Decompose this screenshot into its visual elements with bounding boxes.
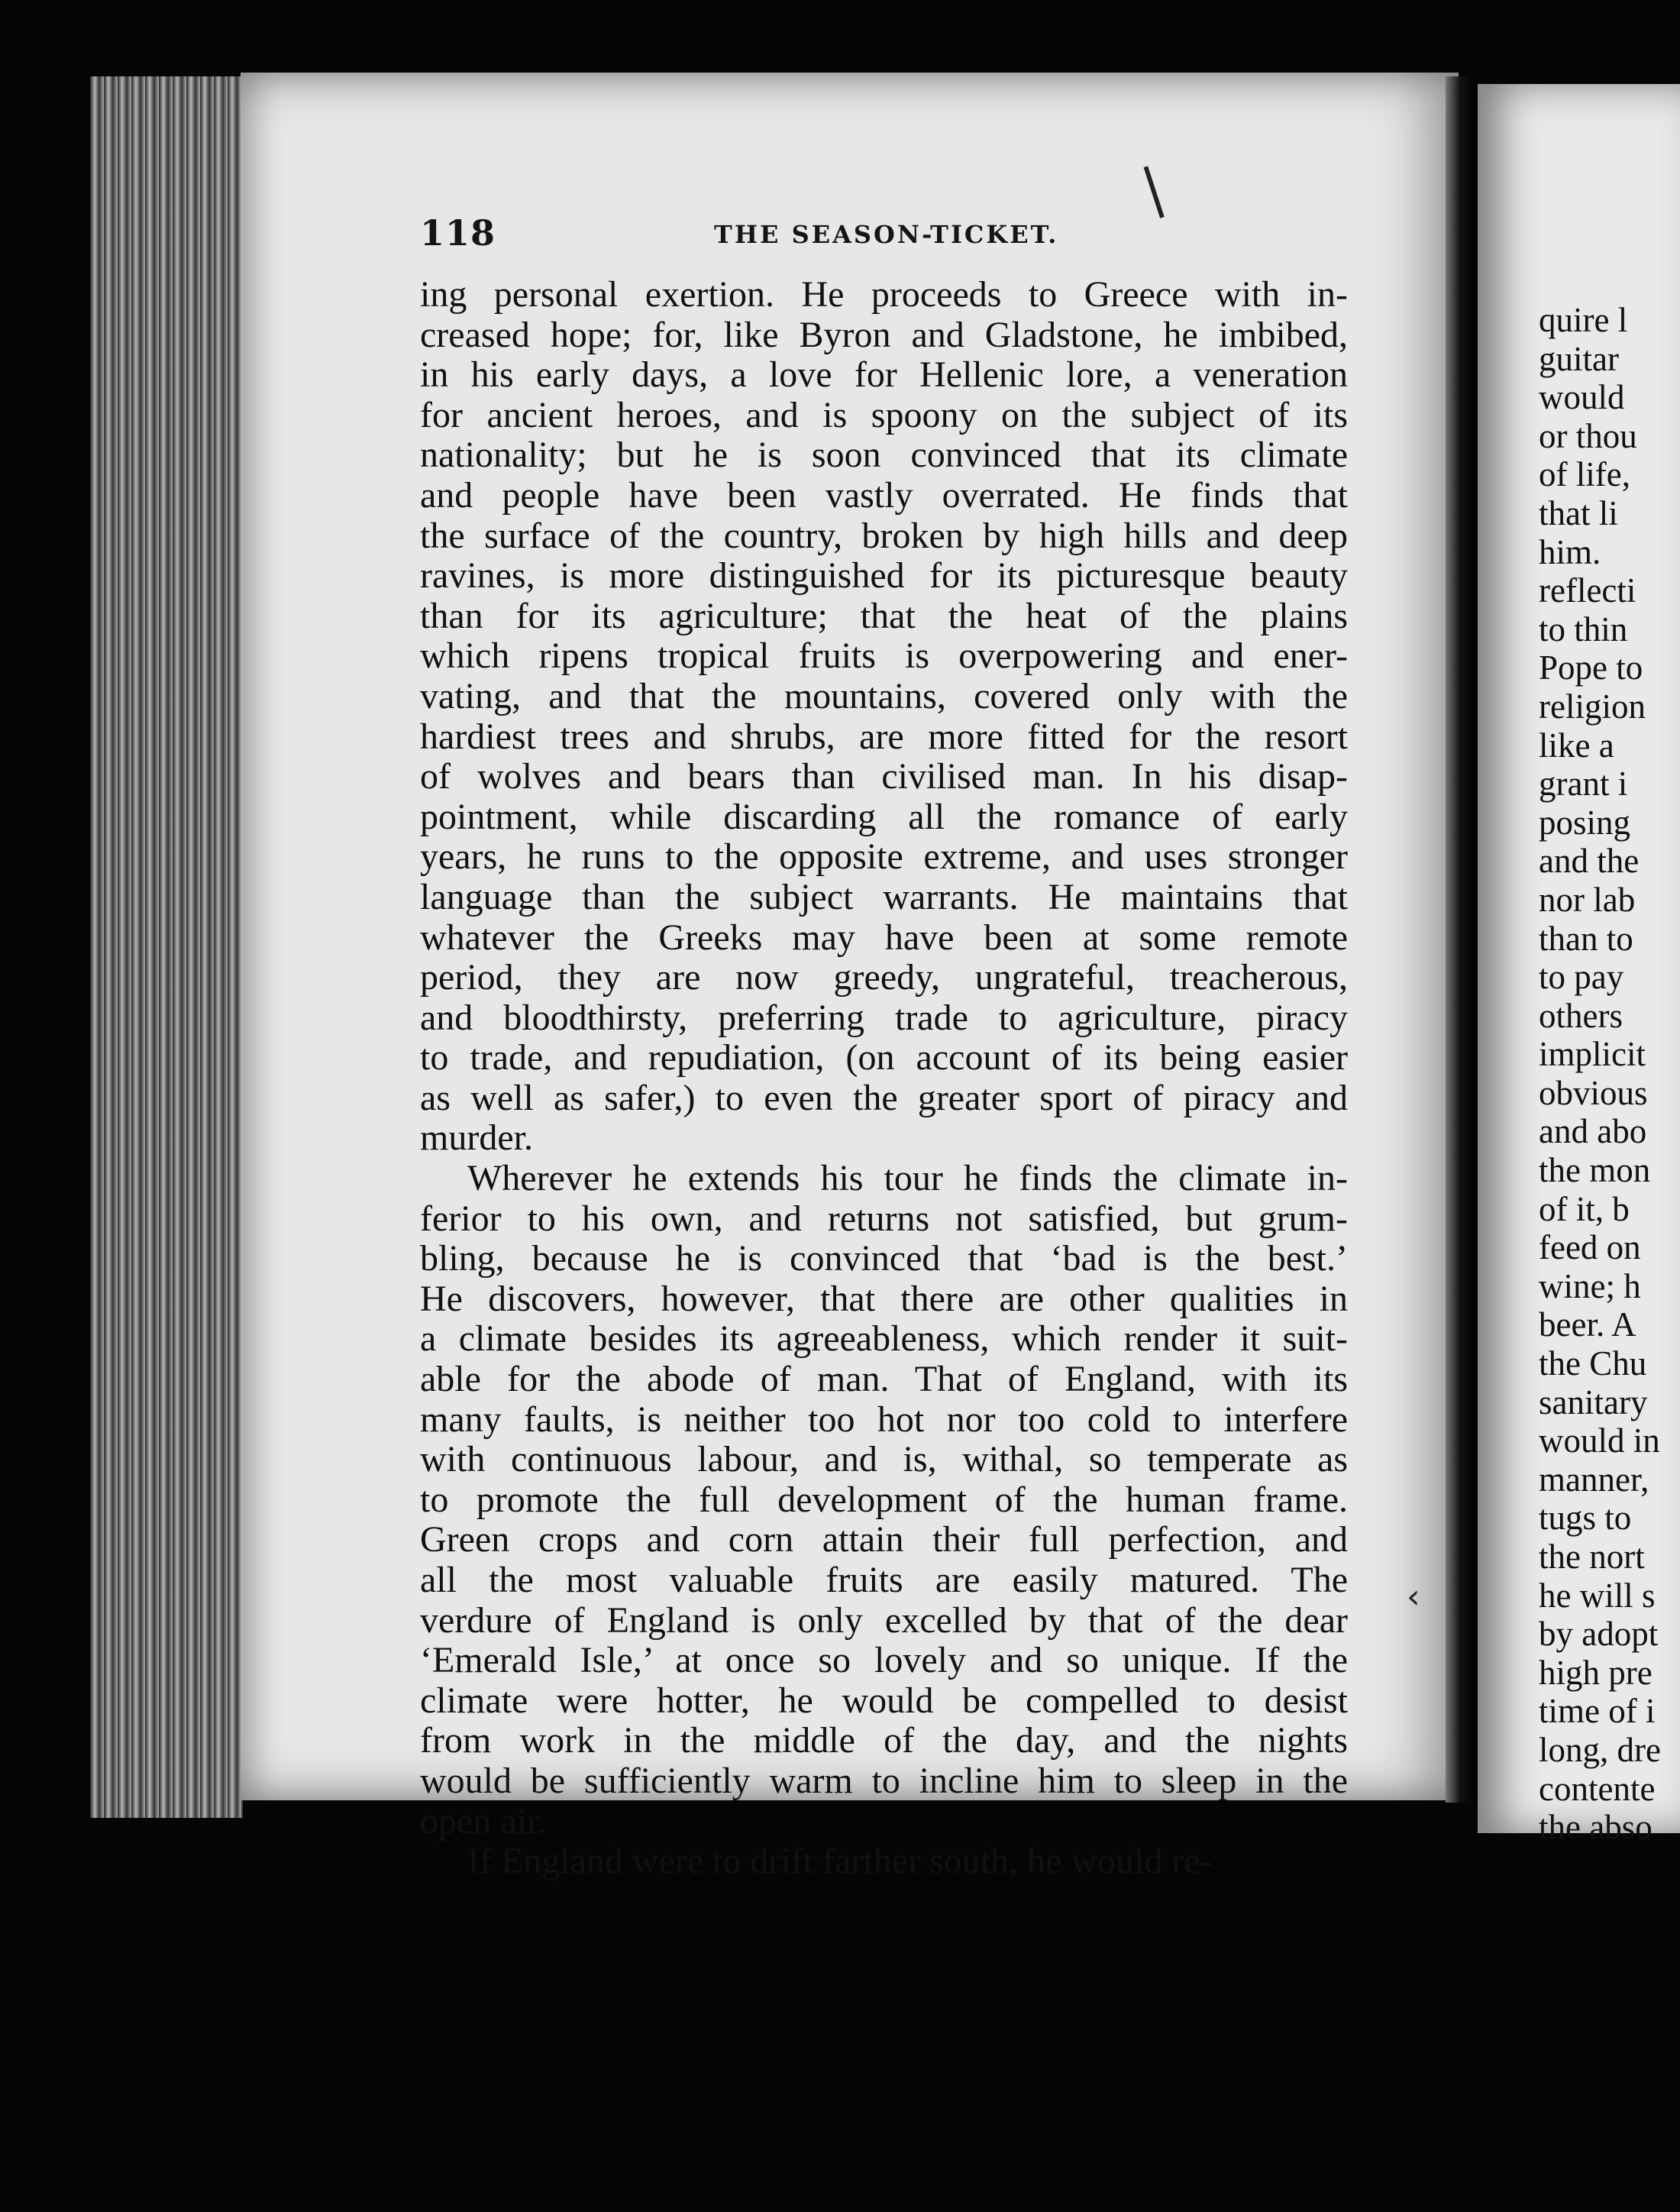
right-page-line: would — [1539, 378, 1625, 417]
page-number: 118 — [420, 212, 496, 254]
right-page-line: Pope to — [1539, 648, 1643, 687]
text-line: to promote the full development of the human frame. — [420, 1479, 1348, 1520]
right-page-line: he will s — [1539, 1576, 1656, 1615]
right-page-line: long, dre — [1539, 1730, 1661, 1769]
text-line: language than the subject warrants. He maintains that — [420, 876, 1348, 917]
text-line: the surface of the country, broken by high hills and deep — [420, 515, 1348, 556]
right-page-line: would in — [1539, 1421, 1660, 1460]
text-line: able for the abode of man. That of England, with its — [420, 1359, 1348, 1400]
text-line: than for its agriculture; that the heat of the plains — [420, 595, 1348, 636]
text-line: open air. — [420, 1800, 547, 1842]
right-page-line: the Chu — [1539, 1344, 1647, 1383]
right-page-line: implicit — [1539, 1035, 1646, 1074]
right-page-line: time of i — [1539, 1692, 1656, 1731]
text-line: for ancient heroes, and is spoony on the subject of its — [420, 394, 1348, 435]
right-page-line: of life, — [1539, 455, 1630, 494]
right-page-line: or thou — [1539, 416, 1637, 455]
running-title: THE SEASON-TICKET. — [714, 220, 1059, 249]
text-line: ferior to his own, and returns not satisfied, but grum- — [420, 1198, 1348, 1239]
text-line: Green crops and corn attain their full perfection, and — [420, 1519, 1348, 1560]
right-page-line: to pay — [1539, 958, 1624, 997]
text-line: years, he runs to the opposite extreme, and uses stronger — [420, 836, 1348, 878]
right-page-line: manner, — [1539, 1460, 1649, 1499]
right-page-line: the nort — [1539, 1538, 1645, 1576]
right-page-line: feed on — [1539, 1228, 1641, 1267]
right-page-line: posing — [1539, 803, 1631, 842]
text-line: a climate besides its agreeableness, which render it suit- — [420, 1318, 1348, 1360]
right-page-line: reflecti — [1539, 571, 1636, 610]
right-page-line: beer. A — [1539, 1305, 1636, 1344]
text-line: as well as safer,) to even the greater sport of piracy and — [420, 1077, 1348, 1118]
ink-mark: ❘ — [1121, 150, 1184, 225]
text-line: If England were to drift farther south, he would re- — [467, 1841, 1213, 1882]
right-page-line: to thin — [1539, 610, 1628, 648]
right-page-line: sanitary — [1539, 1382, 1648, 1421]
text-line: of wolves and bears than civilised man. In his disap- — [420, 756, 1348, 797]
right-page-line: contente — [1539, 1769, 1656, 1808]
text-line: Wherever he extends his tour he finds the climate in- — [467, 1158, 1348, 1199]
text-line: from work in the middle of the day, and the nights — [420, 1720, 1348, 1761]
text-line: ravines, is more distinguished for its picturesque beauty — [420, 555, 1348, 597]
text-line: vating, and that the mountains, covered only with the — [420, 675, 1348, 716]
text-line: and bloodthirsty, preferring trade to agriculture, piracy — [420, 997, 1348, 1038]
text-line: whatever the Greeks may have been at some remote — [420, 917, 1348, 958]
right-page-line: guitar — [1539, 339, 1619, 378]
right-page-line: him. — [1539, 532, 1601, 571]
page-edges — [90, 76, 243, 1818]
right-page-line: that li — [1539, 493, 1618, 532]
text-line: many faults, is neither too hot nor too cold to interfere — [420, 1399, 1348, 1440]
text-line: creased hope; for, like Byron and Gladstone, he imbibed, — [420, 314, 1348, 355]
right-page-line: and the — [1539, 842, 1640, 881]
book-gutter — [1446, 76, 1478, 1803]
right-page-line: the abso — [1539, 1808, 1653, 1847]
text-line: and people have been vastly overrated. He finds that — [420, 474, 1348, 516]
right-page-line: religion — [1539, 687, 1646, 726]
text-line: hardiest trees and shrubs, are more fitted for the resort — [420, 716, 1348, 757]
right-page-line: high pre — [1539, 1653, 1653, 1692]
right-page-line: tugs to — [1539, 1499, 1632, 1538]
text-line: period, they are now greedy, ungrateful, treacherous, — [420, 957, 1348, 998]
right-page-line: others — [1539, 996, 1623, 1035]
text-line: to trade, and repudiation, (on account of its being easier — [420, 1037, 1348, 1079]
right-page-text — [1539, 301, 1680, 1847]
right-page-line: obvious — [1539, 1073, 1648, 1112]
right-page-line: grant i — [1539, 765, 1628, 804]
right-page-line: the mon — [1539, 1151, 1651, 1190]
right-page-line: than to — [1539, 919, 1633, 958]
text-line: ‘Emerald Isle,’ at once so lovely and so unique. If the — [420, 1640, 1348, 1681]
text-line: ing personal exertion. He proceeds to Greece with in- — [420, 274, 1348, 315]
text-line: verdure of England is only excelled by that of the dear — [420, 1599, 1348, 1641]
text-line: murder. — [420, 1117, 533, 1159]
right-page-line: wine; h — [1539, 1266, 1641, 1305]
right-page-line: like a — [1539, 726, 1614, 765]
ink-mark: ‹ — [1407, 1577, 1420, 1616]
text-line: in his early days, a love for Hellenic lore, a veneration — [420, 354, 1348, 396]
text-line: climate were hotter, he would be compelled to desist — [420, 1680, 1348, 1721]
text-line: pointment, while discarding all the romance of early — [420, 796, 1348, 837]
body-text — [420, 275, 1348, 1882]
page-header — [420, 212, 1344, 258]
right-page-line: nor lab — [1539, 880, 1636, 919]
text-line: with continuous labour, and is, withal, so temperate as — [420, 1439, 1348, 1480]
text-line: nationality; but he is soon convinced that its climate — [420, 435, 1348, 476]
text-line: all the most valuable fruits are easily matured. The — [420, 1560, 1348, 1600]
right-page-line: by adopt — [1539, 1615, 1659, 1654]
text-line: He discovers, however, that there are other qualities in — [420, 1278, 1348, 1319]
right-page-line: quire l — [1539, 301, 1628, 339]
text-line: would be sufficiently warm to incline him to sleep in the — [420, 1760, 1348, 1801]
right-page-line: of it, b — [1539, 1189, 1630, 1228]
text-line: bling, because he is convinced that ‘bad is the best.’ — [420, 1238, 1348, 1279]
text-line: which ripens tropical fruits is overpowering and ener- — [420, 635, 1348, 677]
right-page-line: and abo — [1539, 1112, 1647, 1151]
